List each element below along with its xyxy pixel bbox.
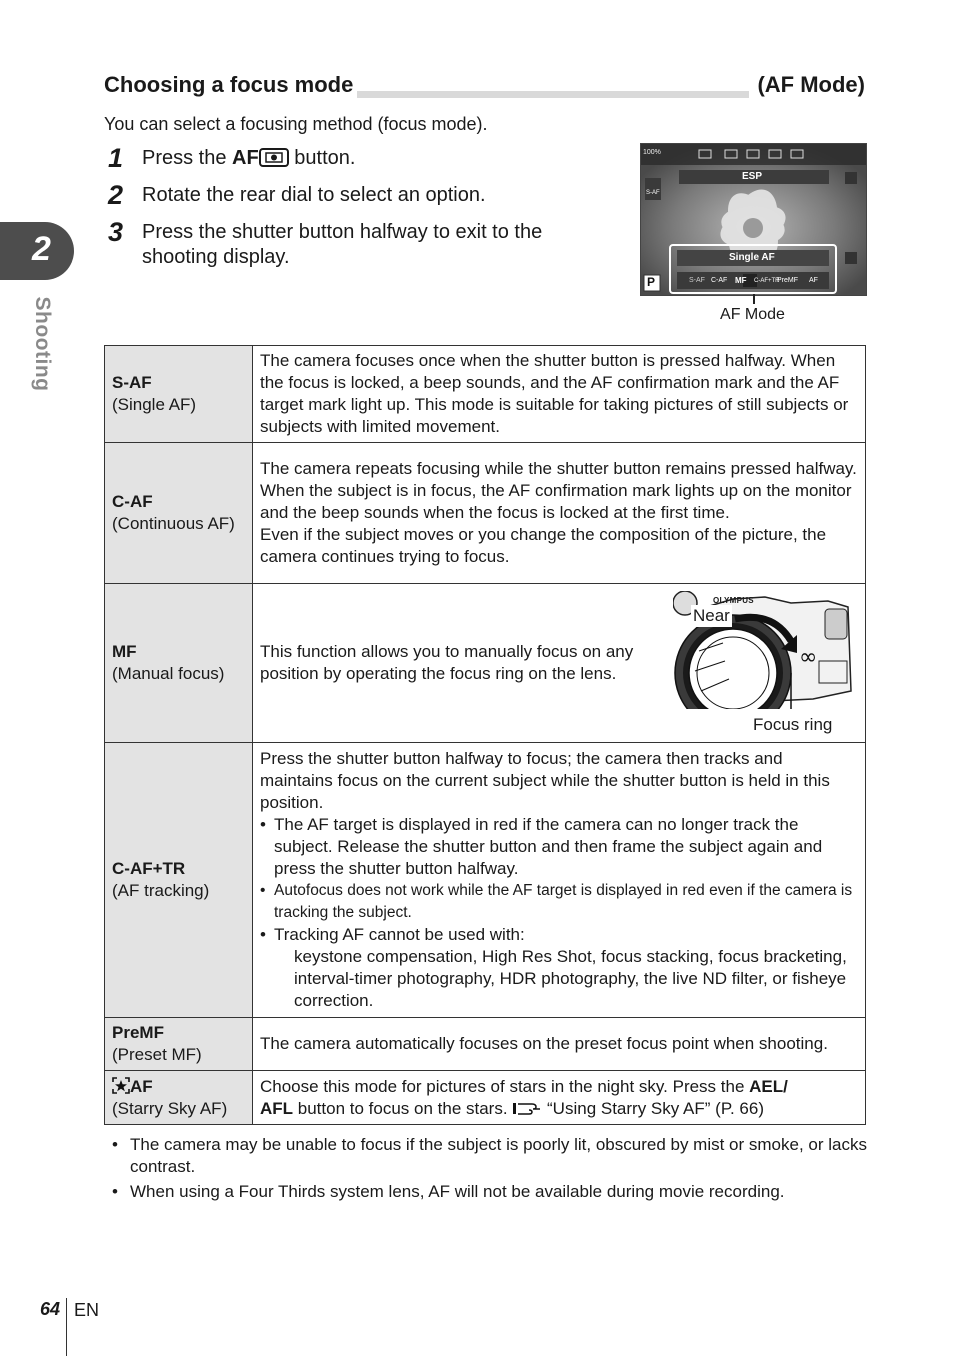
lcd-zoom: 100% <box>643 149 661 156</box>
mode-cell: C-AF+TR (AF tracking) <box>105 743 253 1018</box>
lcd-option-starry: AF <box>809 277 818 284</box>
table-row <box>105 346 866 443</box>
lcd-shooting-mode: P <box>647 275 656 289</box>
description-cell: The camera focuses once when the shutter button is pressed halfway. When the focus is locked, a beep sounds, and the AF confirmation mark and the AF target mark light up. This mode is suitable for taking pictures of still subjects or subjects with limited movement. <box>253 346 866 443</box>
description-cell: This function allows you to manually focus on any position by operating the focus ring on the lens. ∞ OLYMPUS Near Focus ring <box>253 584 866 743</box>
mode-cell: C-AF (Continuous AF) <box>105 443 253 584</box>
heading-suffix: (AF Mode) <box>749 72 865 98</box>
lcd-selected-mode: Single AF <box>729 252 775 263</box>
reference-hand-icon <box>512 1100 542 1116</box>
lcd-metering: ESP <box>742 171 763 182</box>
list-item: • When using a Four Thirds system lens, AF will not be available during movie recording. <box>112 1181 867 1203</box>
notes-list <box>112 1134 867 1206</box>
af-mode-table <box>104 345 866 1125</box>
starry-sky-icon <box>112 1077 130 1094</box>
table-row <box>105 1018 866 1071</box>
lcd-option-saf: S-AF <box>689 277 705 284</box>
mode-cell: MF (Manual focus) <box>105 584 253 743</box>
lcd-option-premf: PreMF <box>777 277 798 284</box>
step-2-text: Rotate the rear dial to select an option. <box>142 184 486 206</box>
lcd-pointer <box>753 294 755 304</box>
table-row <box>105 584 866 743</box>
description-cell: The camera automatically focuses on the preset focus point when shooting. <box>253 1018 866 1071</box>
chapter-number: 2 <box>32 230 51 268</box>
camera-screen <box>640 143 867 296</box>
footer-rule <box>66 1298 67 1356</box>
step-1-number: 1 <box>108 143 124 173</box>
lcd-option-caf: C-AF <box>711 277 728 284</box>
svg-text:∞: ∞ <box>799 645 818 670</box>
step-3-number: 3 <box>108 217 124 247</box>
lcd-af-badge: S-AF <box>646 190 660 196</box>
ael-key-label: AEL/ <box>749 1076 788 1096</box>
lcd-caption: AF Mode <box>720 306 785 323</box>
step-1-text: Press the AF button. <box>142 147 356 169</box>
focus-ring-label: Focus ring <box>753 715 833 734</box>
lcd-option-mf: MF <box>735 276 747 285</box>
list-item: • Tracking AF cannot be used with: keystone compensation, High Res Shot, focus stacking, focus bracketing, interval-timer photography, HDR photography, the live ND filter, or fisheye correction. <box>260 924 858 1012</box>
heading-title: Choosing a focus mode <box>104 72 357 98</box>
near-label: Near <box>693 606 730 625</box>
camera-logo: OLYMPUS <box>713 596 754 605</box>
mode-cell: S-AF (Single AF) <box>105 346 253 443</box>
table-row <box>105 1071 866 1125</box>
mode-cell: AF (Starry Sky AF) <box>105 1071 253 1125</box>
description-cell: Press the shutter button halfway to focus; the camera then tracks and maintains focus on the current subject while the shutter button is held in this position. • The AF target is displayed in red if the camera can no longer track the subject. Release the shutter button and then frame the subject again and press the shutter button halfway. • Autofocus does not work while the AF target is displayed in red even if the camera is tracking the subject. • Tracking AF cannot be used with: keystone compensation, High Res Shot, focus stacking, focus bracketing, interval-timer photography, HDR photography, the live ND filter, or fisheye correction. <box>253 743 866 1018</box>
description-cell: Choose this mode for pictures of stars in the night sky. Press the AEL/ AFL button to focus on the stars. “Using Starry Sky AF” (P. 66) <box>253 1071 866 1125</box>
afl-key-label: AFL <box>260 1098 294 1118</box>
af-key-label: AF <box>232 147 259 169</box>
description-cell: The camera repeats focusing while the shutter button remains pressed halfway. When the subject is in focus, the AF confirmation mark lights up on the monitor and the beep sounds when the focus is locked at the first time. Even if the subject moves or you change the composition of the picture, the camera continues trying to focus. <box>253 443 866 584</box>
table-row <box>105 443 866 584</box>
list-item: • Autofocus does not work while the AF target is displayed in red even if the camera is tracking the subject. <box>260 880 858 924</box>
section-heading <box>104 72 865 100</box>
lcd-option-caftr: C-AF+TR <box>754 278 780 284</box>
step-2-number: 2 <box>108 180 124 210</box>
list-item: • The camera may be unable to focus if the subject is poorly lit, obscured by mist or smoke, or lacks contrast. <box>112 1134 867 1178</box>
chapter-label: Shooting <box>31 296 54 392</box>
page-language: EN <box>74 1300 100 1320</box>
step-3-text: Press the shutter button halfway to exit to the shooting display. <box>142 221 543 268</box>
table-row <box>105 743 866 1018</box>
intro-text: You can select a focusing method (focus mode). <box>104 114 488 134</box>
chapter-tab <box>0 222 74 280</box>
focus-ring-illustration <box>673 591 855 709</box>
list-item: • The AF target is displayed in red if the camera can no longer track the subject. Release the shutter button and then frame the subject again and press the shutter button halfway. <box>260 814 858 880</box>
mode-cell: PreMF (Preset MF) <box>105 1018 253 1071</box>
af-target-icon <box>259 148 289 167</box>
page-number: 64 <box>40 1299 61 1319</box>
